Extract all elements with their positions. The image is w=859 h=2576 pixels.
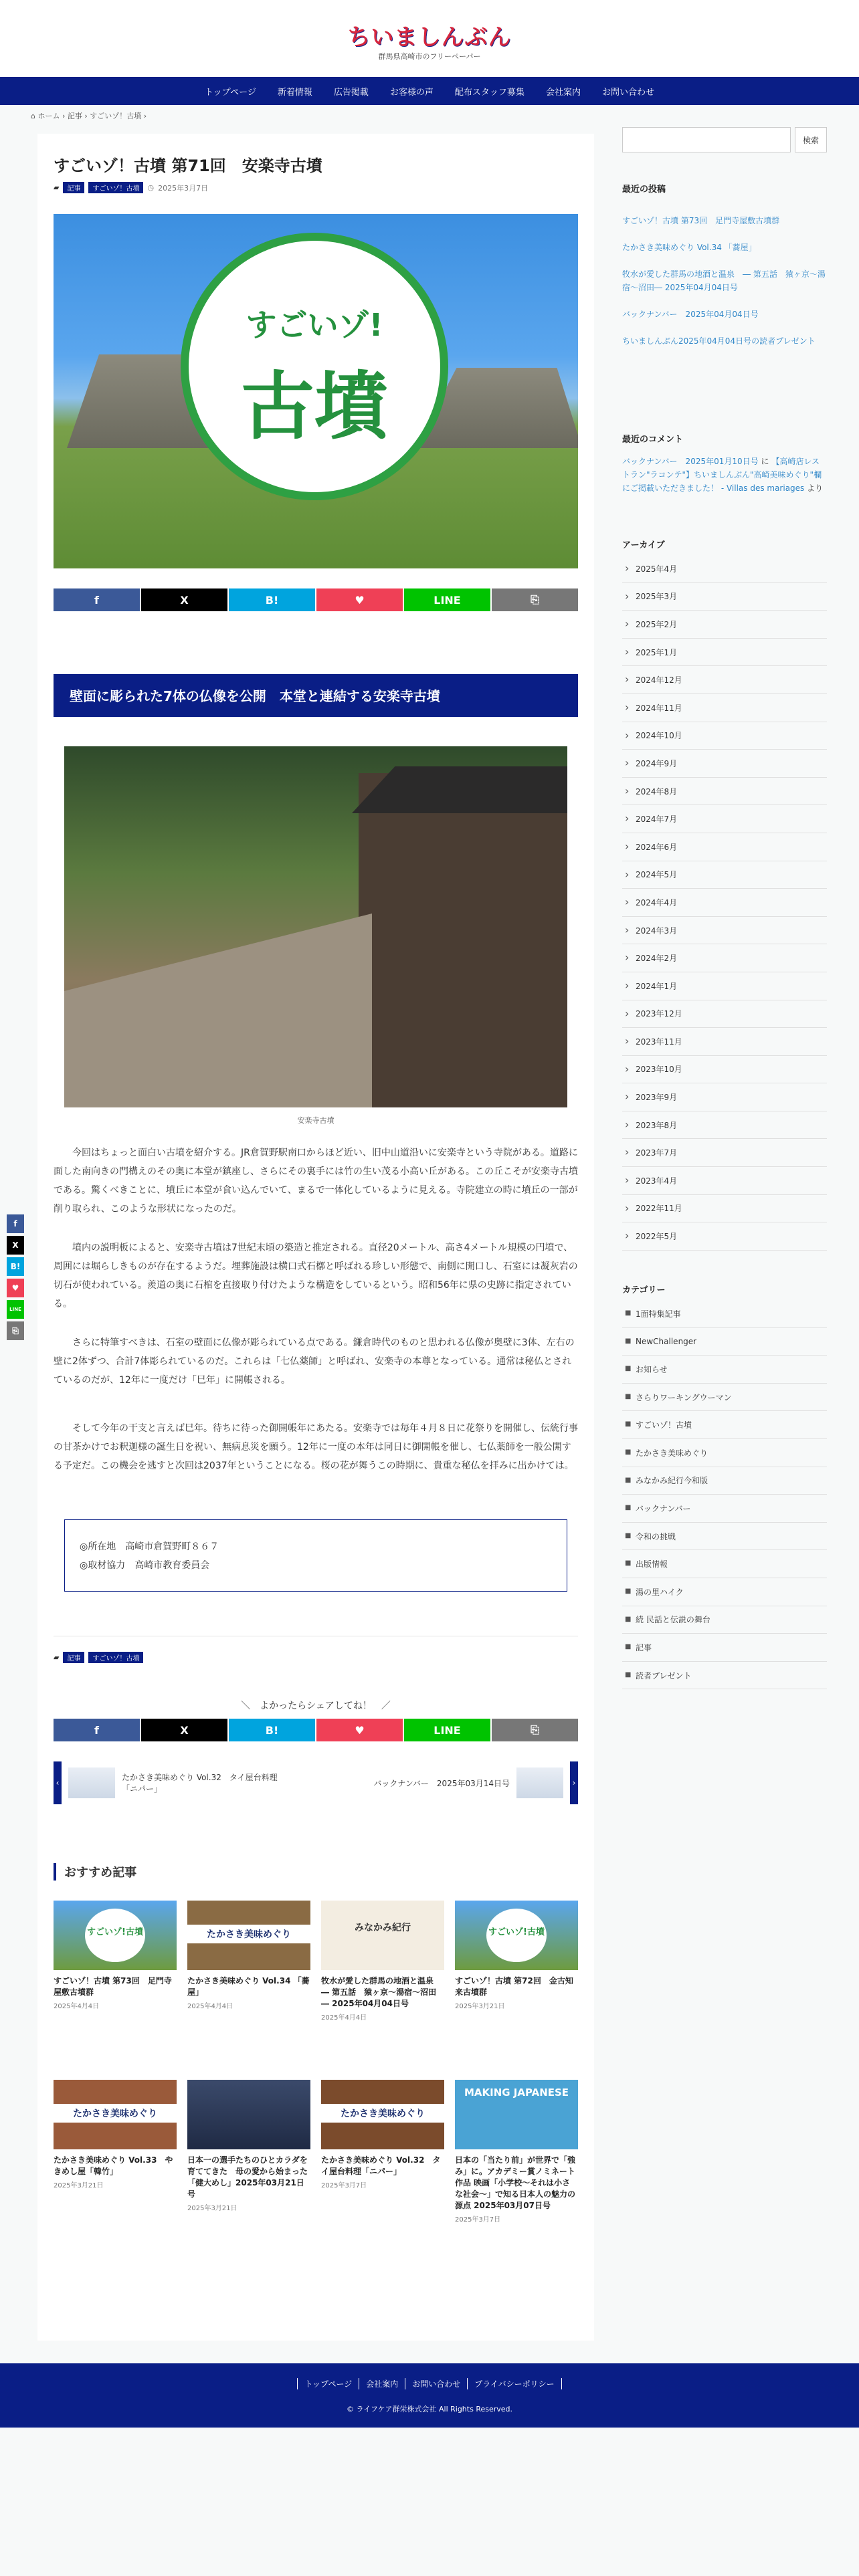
archive-item[interactable]: › 2024年9月: [622, 750, 827, 778]
share-hatena[interactable]: B!: [229, 1719, 315, 1741]
rec-date: 2025年4月4日: [321, 2014, 367, 2022]
recent-post-link[interactable]: すごいゾ！古墳 第73回 足門寺屋敷古墳群: [622, 216, 780, 225]
footer-tag-kofun[interactable]: すごいゾ！古墳: [88, 1652, 143, 1663]
archive-item[interactable]: › 2024年3月: [622, 917, 827, 945]
recent-posts-heading: 最近の投稿: [622, 185, 666, 195]
paragraph-2: 墳内の説明板によると、安楽寺古墳は7世紀末頃の築造と推定される。直径20メートル、高さ4メートル規模の円墳で、周囲には堀らしきものが存在するようだ。埋葬施設は横口式石槨と呼ばれる珍しい形態で、南側に開口し、石室には凝灰岩の切石が使われている。羨道の奥に石棺を直接取り付けたような構造をしているという。昭和56年に県の史跡に指定されている。: [54, 1243, 578, 1309]
rec-date: 2025年4月4日: [54, 2003, 100, 2010]
category-item[interactable]: ■ 令和の挑戦: [622, 1523, 827, 1551]
rec-thumb: [187, 1901, 310, 1970]
category-item[interactable]: ■ 読者プレゼント: [622, 1662, 827, 1690]
article-main: [37, 134, 594, 2341]
footer-link-company[interactable]: 会社案内: [359, 2378, 405, 2389]
rec-date: 2025年3月7日: [455, 2216, 501, 2224]
nav-voice[interactable]: お客様の声: [389, 87, 434, 98]
share-x[interactable]: X: [141, 588, 227, 611]
info-box: [64, 1519, 567, 1592]
rec-date: 2025年4月4日: [187, 2003, 233, 2010]
rec-thumb-text: たかさき美味めぐり: [54, 2104, 177, 2123]
footer-link-contact[interactable]: お問い合わせ: [405, 2378, 467, 2389]
stone-wall: [64, 914, 372, 1107]
x-icon[interactable]: X: [7, 1236, 24, 1255]
prev-post-title: たかさき美味めぐり Vol.32 タイ屋台料理「ニパー」: [122, 1773, 278, 1794]
nav-ads[interactable]: 広告掲載: [333, 87, 369, 98]
category-item[interactable]: ■ 続 民話と伝説の舞台: [622, 1606, 827, 1634]
rec-thumb: [455, 2080, 578, 2149]
comment-post-link[interactable]: バックナンバー 2025年01月10日号: [622, 457, 759, 466]
archive-item[interactable]: › 2024年7月: [622, 805, 827, 833]
category-item[interactable]: ■ みなかみ紀行今和版: [622, 1467, 827, 1495]
rec-card-2[interactable]: [187, 1901, 310, 2010]
rec-card-6[interactable]: [187, 2080, 310, 2212]
category-item[interactable]: ■ バックナンバー: [622, 1495, 827, 1523]
line-icon[interactable]: LINE: [7, 1300, 24, 1319]
archive-item[interactable]: › 2022年11月: [622, 1195, 827, 1223]
comment-text: に: [761, 457, 769, 466]
category-item[interactable]: ■ 出版情報: [622, 1550, 827, 1578]
nav-staff[interactable]: 配布スタッフ募集: [454, 87, 524, 98]
share-buttons-bottom: [54, 1719, 578, 1741]
paragraph-4: そして今年の干支と言えば巳年。待ちに待った御開帳年にあたる。安楽寺では毎年４月８日に花祭りを開催し、伝統行事の甘茶かけでお釈迦様の誕生日を祝い、無病息災を願う。12年に一度の本年は同日に御開帳を催し、七仏薬師を一般公開する予定だ。この機会を逃すと次回は2037年ということになる。桜の花が舞うこの時期に、貴重な秘仏を拝みに出かけては。: [54, 1423, 578, 1471]
page-title: すごいゾ！古墳 第71回 安楽寺古墳: [54, 156, 322, 175]
archive-item[interactable]: › 2024年8月: [622, 778, 827, 806]
archive-item[interactable]: › 2023年7月: [622, 1139, 827, 1167]
facebook-icon[interactable]: f: [7, 1214, 24, 1233]
share-copy[interactable]: ⎘: [492, 588, 578, 611]
share-facebook[interactable]: f: [54, 588, 140, 611]
archive-item[interactable]: › 2025年1月: [622, 639, 827, 667]
recent-comments-heading: 最近のコメント: [622, 435, 684, 445]
folder-icon: ▰: [54, 183, 60, 192]
copyright: © ライフケア群栄株式会社 All Rights Reserved.: [346, 2405, 513, 2413]
archive-item[interactable]: › 2024年10月: [622, 722, 827, 750]
rec-date: 2025年3月21日: [455, 2003, 505, 2010]
search-button[interactable]: 検索: [795, 127, 827, 152]
breadcrumb-home[interactable]: ホーム: [37, 112, 60, 120]
nav-news[interactable]: 新着情報: [277, 87, 312, 98]
share-line[interactable]: LINE: [404, 588, 490, 611]
share-buttons-top: [54, 588, 578, 611]
rec-title: たかさき美味めぐり Vol.33 やきめし屋「韓竹」: [54, 2155, 173, 2176]
tag-kofun[interactable]: すごいゾ！古墳: [88, 182, 143, 193]
rec-thumb: [321, 1901, 444, 1970]
category-item[interactable]: ■ NewChallenger: [622, 1328, 827, 1356]
rec-title: たかさき美味めぐり Vol.34 「蕎屋」: [187, 1976, 310, 1997]
rec-thumb-text: すごいゾ!古墳: [85, 1909, 145, 1962]
category-item[interactable]: ■ たかさき美味めぐり: [622, 1439, 827, 1467]
archive-heading: アーカイブ: [622, 540, 665, 550]
category-item[interactable]: ■ 記事: [622, 1634, 827, 1662]
archive-item[interactable]: › 2023年9月: [622, 1083, 827, 1111]
category-item[interactable]: ■ すごいゾ！古墳: [622, 1411, 827, 1439]
hero-title-large: 古墳: [241, 364, 388, 449]
copy-icon[interactable]: ⎘: [7, 1321, 24, 1340]
share-line[interactable]: LINE: [404, 1719, 490, 1741]
share-hatena[interactable]: B!: [229, 588, 315, 611]
breadcrumb-cat2[interactable]: すごいゾ！古墳: [90, 112, 142, 120]
share-x[interactable]: X: [141, 1719, 227, 1741]
floating-share: [7, 1214, 24, 1343]
rec-thumb-text: MAKING JAPANESE: [464, 2086, 569, 2099]
rec-thumb-text: みなかみ紀行: [355, 1923, 411, 1933]
rec-card-5[interactable]: [54, 2080, 177, 2189]
rec-thumb-text: たかさき美味めぐり: [321, 2104, 444, 2123]
share-pocket[interactable]: ♥: [316, 1719, 403, 1741]
nav-top[interactable]: トップページ: [205, 87, 256, 98]
archive-item[interactable]: › 2024年5月: [622, 861, 827, 889]
category-heading: カテゴリー: [622, 1285, 666, 1295]
info-address: ◎所在地 高崎市倉賀野町８６７: [80, 1541, 219, 1552]
rec-card-4[interactable]: [455, 1901, 578, 2010]
rec-card-7[interactable]: [321, 2080, 444, 2189]
rec-date: 2025年3月7日: [321, 2182, 367, 2189]
tag-article[interactable]: 記事: [63, 182, 84, 193]
rec-thumb-text: たかさき美味めぐり: [187, 1925, 310, 1943]
archive-item[interactable]: › 2024年12月: [622, 666, 827, 694]
hero-badge: [181, 233, 448, 500]
kofun-photo: [64, 746, 567, 1107]
footer-tag-article[interactable]: 記事: [63, 1652, 84, 1663]
rec-title: 日本の「当たり前」が世界で「強み」に。アカデミー賞ノミネート作品 映画「小学校〜それは小さな社会〜」で知る日本人の魅力の源点 2025年03月07日号: [455, 2155, 576, 2210]
site-footer: [0, 2363, 859, 2428]
rec-title: たかさき美味めぐり Vol.32 タイ屋台料理「ニパー」: [321, 2155, 441, 2176]
prev-post-thumb: [68, 1767, 115, 1798]
category-item[interactable]: ■ 1面特集記事: [622, 1300, 827, 1328]
temple-wall: [359, 773, 567, 1107]
category-item[interactable]: ■ お知らせ: [622, 1356, 827, 1384]
search-input[interactable]: [622, 127, 791, 152]
pocket-icon[interactable]: ♥: [7, 1279, 24, 1297]
site-tagline: 群馬県高崎市のフリーペーパー: [378, 52, 481, 61]
hero-image: [54, 214, 578, 568]
category-list: [622, 1300, 827, 1689]
rec-title: すごいゾ！古墳 第73回 足門寺屋敷古墳群: [54, 1976, 172, 1997]
breadcrumb: ⌂ ホーム › 記事 › すごいゾ！古墳 ›: [31, 112, 147, 120]
archive-item[interactable]: › 2024年6月: [622, 833, 827, 861]
next-post-link[interactable]: [373, 1761, 578, 1804]
rec-thumb: [187, 2080, 310, 2149]
archive-item[interactable]: › 2023年11月: [622, 1028, 827, 1056]
rec-card-8[interactable]: [455, 2080, 578, 2224]
chevron-left-icon: ‹: [54, 1761, 62, 1804]
archive-item[interactable]: › 2023年4月: [622, 1167, 827, 1195]
rec-date: 2025年3月21日: [187, 2205, 237, 2212]
archive-item[interactable]: › 2024年2月: [622, 944, 827, 972]
recent-post-link[interactable]: ちいましんぶん2025年04月04日号の読者プレゼント: [622, 336, 816, 346]
rec-thumb: [54, 1901, 177, 1970]
recent-post-link[interactable]: たかさき美味めぐり Vol.34 「蕎屋」: [622, 243, 757, 252]
folder-icon: ▰: [54, 1653, 60, 1662]
archive-item[interactable]: › 2025年3月: [622, 583, 827, 611]
footer-link-privacy[interactable]: プライバシーポリシー: [467, 2378, 561, 2389]
recent-post-link[interactable]: バックナンバー 2025年04月04日号: [622, 310, 759, 319]
rec-title: 牧水が愛した群馬の地酒と温泉 ― 第五話 猿ヶ京〜湯宿〜沼田― 2025年04月04日号: [321, 1976, 442, 2008]
recent-comment: [622, 455, 827, 495]
archive-list: [622, 555, 827, 1251]
home-icon: ⌂: [31, 112, 35, 120]
rec-thumb: [455, 1901, 578, 1970]
rec-date: 2025年3月21日: [54, 2182, 104, 2189]
sidebar: [606, 127, 832, 1725]
archive-item[interactable]: › 2022年5月: [622, 1222, 827, 1251]
post-date: 2025年3月7日: [158, 183, 209, 193]
nav-company[interactable]: 会社案内: [545, 87, 581, 98]
rec-thumb: [321, 2080, 444, 2149]
clock-icon: ◷: [147, 183, 155, 192]
next-post-thumb: [516, 1767, 563, 1798]
archive-item[interactable]: › 2023年8月: [622, 1111, 827, 1140]
chevron-right-icon: ›: [570, 1761, 578, 1804]
info-cooperation: ◎取材協力 高崎市教育委員会: [80, 1560, 210, 1571]
breadcrumb-cat1[interactable]: 記事: [67, 112, 82, 120]
archive-item[interactable]: › 2024年1月: [622, 972, 827, 1000]
archive-item[interactable]: › 2024年11月: [622, 694, 827, 722]
share-facebook[interactable]: f: [54, 1719, 140, 1741]
share-copy[interactable]: ⎘: [492, 1719, 578, 1741]
paragraph-1: 今回はちょっと面白い古墳を紹介する。JR倉賀野駅南口からほど近い、旧中山道沿いに安楽寺という寺院がある。道路に面した南向きの門構えのその奥に本堂が鎮座し、さらにその裏手には竹の生い茂る小高い丘がある。この丘こそが安楽寺古墳である。驚くべきことに、墳丘に本堂が食い込んでいて、まるで一体化しているように見える。寺院建立の時に墳丘の一部が削り取られ、このような形状になったのだ。: [54, 1148, 578, 1214]
archive-item[interactable]: › 2023年10月: [622, 1056, 827, 1084]
archive-item[interactable]: › 2025年4月: [622, 555, 827, 583]
category-item[interactable]: ■ さらりワーキングウーマン: [622, 1384, 827, 1412]
hero-title-small: すごいゾ!: [246, 307, 383, 343]
next-post-title: バックナンバー 2025年03月14日号: [373, 1778, 510, 1788]
photo-caption: 安楽寺古墳: [297, 1116, 335, 1125]
hatena-icon[interactable]: B!: [7, 1257, 24, 1276]
category-item[interactable]: ■ 湯の里ハイク: [622, 1578, 827, 1606]
share-pocket[interactable]: ♥: [316, 588, 403, 611]
rec-card-3[interactable]: [321, 1901, 444, 2022]
rec-title: 日本一の選手たちのひとカラダを育ててきた 母の愛から始まった「健大めし」2025年03月21日号: [187, 2155, 308, 2199]
section-heading: 壁面に彫られた7体の仏像を公開 本堂と連結する安楽寺古墳: [54, 674, 578, 717]
prev-post-link[interactable]: [54, 1761, 282, 1804]
recent-post-link[interactable]: 牧水が愛した群馬の地酒と温泉 ― 第五話 猿ヶ京〜湯宿〜沼田― 2025年04月04日号: [622, 270, 826, 292]
post-pager: [54, 1761, 578, 1804]
archive-item[interactable]: › 2024年4月: [622, 889, 827, 917]
recommend-heading: おすすめ記事: [54, 1863, 136, 1881]
archive-item[interactable]: › 2025年2月: [622, 611, 827, 639]
footer-link-top[interactable]: トップページ: [297, 2378, 359, 2389]
article-footer-tags: [54, 1652, 143, 1663]
paragraph-3: さらに特筆すべきは、石室の壁面に仏像が彫られている点である。鎌倉時代のものと思われる仏像が奥壁に3体、左右の壁に2体ずつ、合計7体彫られているのだ。これらは「七仏薬師」と呼ばれ、安楽寺の本尊となっている。通常は秘仏とされているのだが、12年に一度だけ「巳年」に開帳される。: [54, 1337, 575, 1386]
site-logo[interactable]: ちいましんぶん: [347, 24, 512, 51]
site-header: [0, 0, 859, 77]
recent-posts: [622, 214, 827, 348]
article-meta: [54, 182, 208, 193]
rec-thumb: [54, 2080, 177, 2149]
rec-thumb-text: すごいゾ!古墳: [486, 1909, 547, 1962]
footer-nav: [0, 2378, 859, 2389]
share-message: ＼ よかったらシェアしてね！ ／: [241, 1701, 391, 1711]
rec-card-1[interactable]: [54, 1901, 177, 2010]
global-nav: [0, 77, 859, 105]
comment-text: より: [807, 484, 824, 493]
comment-author-link[interactable]: 【高崎店レストラン"ラコンテ"】ちいましんぶん"高崎美味めぐり"欄にご掲載いただきました！ - Villas des mariages: [622, 457, 822, 493]
nav-contact[interactable]: お問い合わせ: [601, 87, 654, 98]
rec-title: すごいゾ！古墳 第72回 金古知来古墳群: [455, 1976, 573, 1997]
archive-item[interactable]: › 2023年12月: [622, 1000, 827, 1029]
